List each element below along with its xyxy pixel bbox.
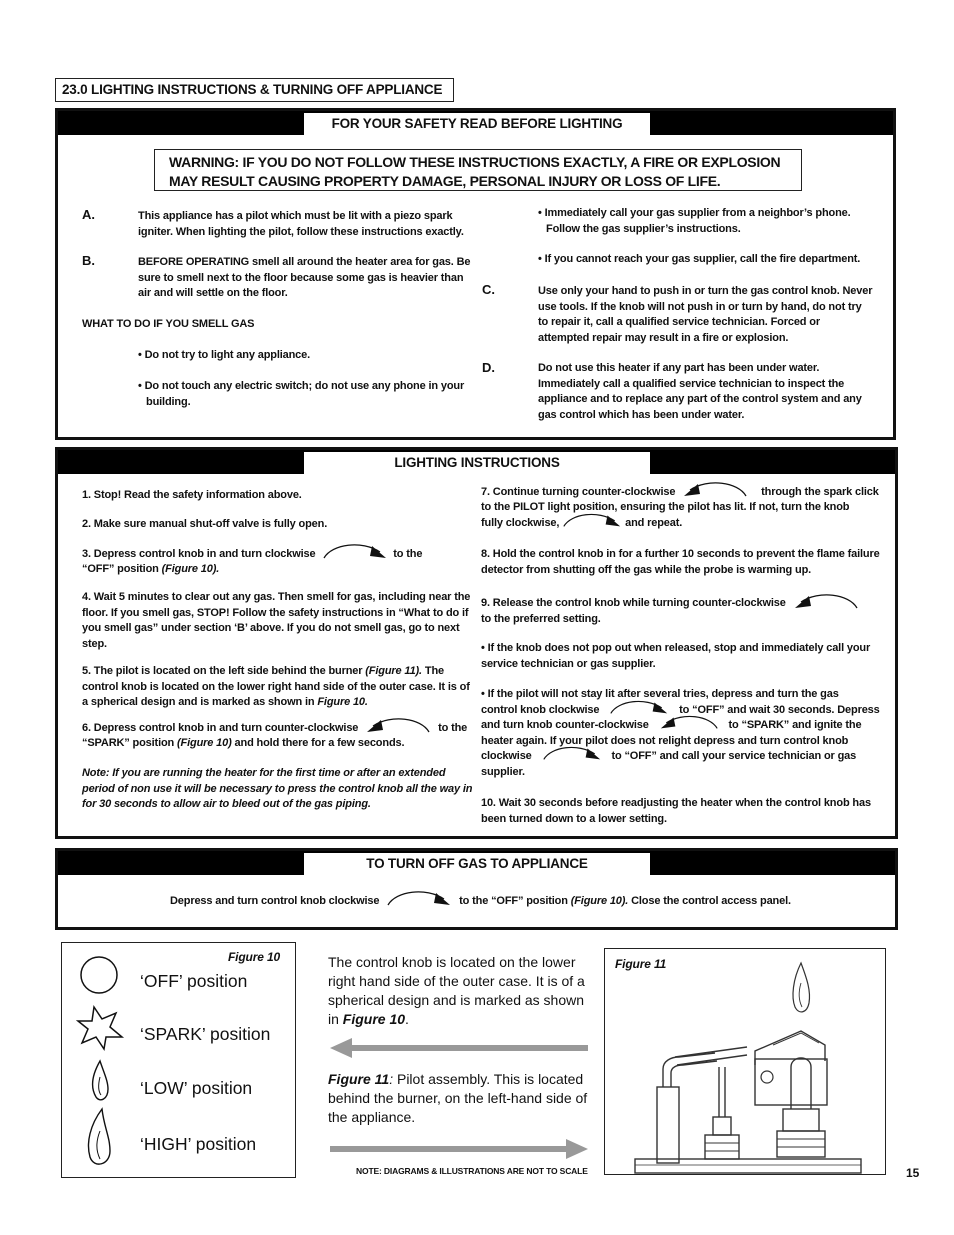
- clockwise-arrow-icon: [539, 743, 605, 763]
- counter-clockwise-arrow-icon: [365, 714, 431, 736]
- step-3-text-b: to the: [393, 547, 423, 560]
- off-position-label: ‘OFF’ position: [140, 971, 248, 991]
- counter-clockwise-arrow-icon: [656, 712, 722, 732]
- letter-c: C.: [482, 282, 495, 297]
- letter-d: D.: [482, 360, 495, 375]
- bullet-pilot-1: • If the pilot will not stay lit after several tries, depress and turn the gas: [481, 688, 839, 700]
- step-6-text-a: 6. Depress control knob in and turn counter-clockwise: [82, 721, 359, 734]
- step-5: [82, 664, 472, 711]
- step-7-text-e: and repeat.: [625, 516, 683, 529]
- step-8: 8. Hold the control knob in for a further 10 seconds to prevent the flame failure detector from shutting off the gas while the probe is warming up.: [481, 548, 880, 576]
- smell-bullet-2: • Do not touch any electric switch; do not use any phone in your building.: [138, 380, 465, 408]
- step-6-text-e: and hold there for a few seconds.: [234, 737, 405, 750]
- knob-description-figure: Figure 10: [342, 1011, 406, 1027]
- spark-star-icon: [76, 1003, 126, 1051]
- step-5-text-c: The control knob is located on the lower right hand side of the outer case. It is of a spherical design and is marked as shown in: [82, 665, 470, 708]
- turnoff-text-1: Depress and turn control knob clockwise: [170, 894, 380, 907]
- pilot-description: [328, 1070, 594, 1127]
- turnoff-text-3: (Figure 10).: [570, 894, 629, 907]
- turnoff-header-bar: [58, 851, 895, 875]
- safety-c-text: Use only your hand to push in or turn the gas control knob. Never use tools. If the knob will not push in or turn by hand, do not try to repair it, call a qualified service technician. Forced or attempted repair may result in a fire or explosion.: [538, 285, 873, 344]
- safety-header-bar: [58, 111, 893, 135]
- bullet-pilot-5b: to “OFF” and call your service technician or gas: [611, 750, 857, 762]
- low-position-label: ‘LOW’ position: [140, 1078, 253, 1098]
- safety-a-text: This appliance has a pilot which must be lit with a piezo spark igniter. When lighting the pilot, follow these instructions exactly.: [138, 210, 464, 238]
- bullet-pilot-2b: to “OFF” and wait 30 seconds. Depress: [679, 703, 880, 716]
- knob-description-end: .: [405, 1011, 409, 1027]
- step-3: [82, 546, 472, 578]
- page-number: 15: [906, 1166, 920, 1180]
- step-4: 4. Wait 5 minutes to clear out any gas. Then smell for gas, including near the floor. If you smell gas, STOP! Follow the safety instructions in “What to do if you smell gas” under section ‘B’ above. If you do not smell gas, go to next step.: [82, 591, 471, 650]
- step-6-text-d: (Figure 10): [177, 737, 232, 750]
- pilot-description-text: Pilot assembly. This is located behind the burner, on the left-hand side of the appliance.: [328, 1071, 588, 1125]
- smell-bullet-3: • Immediately call your gas supplier from a neighbor’s phone. Follow the gas supplier’s instructions.: [538, 207, 851, 235]
- letter-a: A.: [82, 207, 95, 222]
- counter-clockwise-arrow-icon: [793, 590, 859, 612]
- letter-b: B.: [82, 253, 95, 268]
- scale-note: NOTE: DIAGRAMS & ILLUSTRATIONS ARE NOT TO SCALE: [356, 1166, 588, 1176]
- lighting-panel: [55, 447, 898, 839]
- figure-11: [604, 948, 886, 1175]
- bullet-pilot: [481, 687, 881, 780]
- step-7-text-d: fully clockwise,: [481, 516, 560, 529]
- smell-gas-heading: WHAT TO DO IF YOU SMELL GAS: [82, 318, 255, 330]
- figure-10-caption: Figure 10: [228, 950, 280, 964]
- step-2: 2. Make sure manual shut-off valve is fully open.: [82, 518, 328, 530]
- step-6-text-c: “SPARK” position: [82, 737, 175, 750]
- step-6: [82, 720, 472, 752]
- step-1: 1. Stop! Read the safety information above.: [82, 489, 302, 501]
- turnoff-text-2: to the “OFF” position: [459, 894, 568, 907]
- lighting-header-bar: [58, 450, 895, 474]
- step-3-text-a: 3. Depress control knob in and turn clockwise: [82, 547, 316, 560]
- pilot-description-colon: :: [389, 1071, 394, 1087]
- step-3-text-d: (Figure 10).: [161, 563, 220, 576]
- clockwise-arrow-icon: [322, 540, 388, 562]
- step-7: [481, 484, 881, 531]
- counter-clockwise-arrow-icon: [682, 478, 748, 500]
- step-10: 10. Wait 30 seconds before readjusting the heater when the control knob has been turned down to a lower setting.: [481, 797, 871, 825]
- high-position-label: ‘HIGH’ position: [140, 1134, 257, 1154]
- step-9: [481, 594, 881, 628]
- safety-d-text: Do not use this heater if any part has been under water. Immediately call a qualified service technician to inspect the appliance and to replace any part of the control system and any gas control which has been under water.: [538, 362, 862, 421]
- step-7-text-a: 7. Continue turning counter-clockwise: [481, 485, 676, 498]
- smell-bullet-4: • If you cannot reach your gas supplier, call the fire department.: [538, 253, 861, 265]
- figure-11-caption: Figure 11: [615, 957, 667, 971]
- safety-b-text: BEFORE OPERATING smell all around the heater area for gas. Be sure to smell next to the floor because some gas is heavier than air and will settle on the floor.: [138, 256, 471, 299]
- spark-position-label: ‘SPARK’ position: [140, 1024, 271, 1044]
- step-5-text-a: 5. The pilot is located on the left side behind the burner: [82, 665, 363, 677]
- lighting-header: LIGHTING INSTRUCTIONS: [304, 452, 650, 474]
- safety-panel: [55, 108, 896, 440]
- step-9-text-a: 9. Release the control knob while turning counter-clockwise: [481, 596, 786, 609]
- step-7-text-c: to the PILOT light position, ensuring the pilot has lit. If not, turn the knob: [481, 501, 850, 514]
- turnoff-text-4: Close the control access panel.: [631, 894, 791, 907]
- bleed-note: Note: If you are running the heater for the first time or after an extended period of non use it will be necessary to press the control knob all the way in for 30 seconds to allow air to bleed out of the gas piping.: [82, 767, 473, 810]
- left-arrow-icon: [328, 1036, 590, 1060]
- bullet-pilot-3b: to “SPARK” and ignite the: [728, 719, 862, 731]
- step-6-text-b: to the: [438, 721, 468, 734]
- clockwise-arrow-icon: [562, 510, 622, 530]
- knob-description: [328, 953, 594, 1029]
- warning-box: WARNING: IF YOU DO NOT FOLLOW THESE INSTRUCTIONS EXACTLY, A FIRE OR EXPLOSION MAY RESULT CAUSING PROPERTY DAMAGE, PERSONAL INJURY OR LOSS OF LIFE.: [154, 149, 802, 191]
- section-title: 23.0 LIGHTING INSTRUCTIONS & TURNING OFF APPLIANCE: [55, 78, 454, 102]
- off-circle-icon: [79, 955, 121, 997]
- step-7-text-b: through the spark click: [761, 485, 879, 498]
- turnoff-header: TO TURN OFF GAS TO APPLIANCE: [304, 853, 650, 875]
- knob-description-text: The control knob is located on the lower right hand side of the outer case. It is of a spherical design and is marked as shown in: [328, 954, 585, 1027]
- bullet-pilot-2a: control knob clockwise: [481, 703, 600, 716]
- high-flame-icon: [84, 1107, 116, 1169]
- figure-10: [61, 942, 296, 1178]
- bullet-pop-out: • If the knob does not pop out when released, stop and immediately call your service technician or gas supplier.: [481, 642, 871, 670]
- bullet-pilot-5a: clockwise: [481, 750, 532, 762]
- step-5-text-d: Figure 10.: [317, 696, 368, 708]
- clockwise-arrow-icon: [386, 887, 452, 909]
- safety-header: FOR YOUR SAFETY READ BEFORE LIGHTING: [304, 113, 650, 135]
- step-9-text-b: to the preferred setting.: [481, 613, 601, 625]
- bullet-pilot-3a: and turn knob counter-clockwise: [481, 719, 649, 731]
- pilot-description-figure: Figure 11: [328, 1071, 390, 1087]
- bullet-pilot-6: supplier.: [481, 765, 525, 778]
- turnoff-text: [170, 893, 890, 909]
- step-5-text-b: (Figure 11).: [365, 665, 422, 677]
- turnoff-panel: [55, 848, 898, 930]
- pilot-assembly-illustration: [605, 949, 885, 1174]
- step-3-text-c: “OFF” position: [82, 563, 159, 576]
- smell-bullet-1: • Do not try to light any appliance.: [138, 349, 311, 361]
- right-arrow-icon: [328, 1137, 590, 1161]
- bullet-pilot-4: heater again. If your pilot does not relight depress and turn control knob: [481, 734, 849, 747]
- low-flame-icon: [88, 1059, 112, 1103]
